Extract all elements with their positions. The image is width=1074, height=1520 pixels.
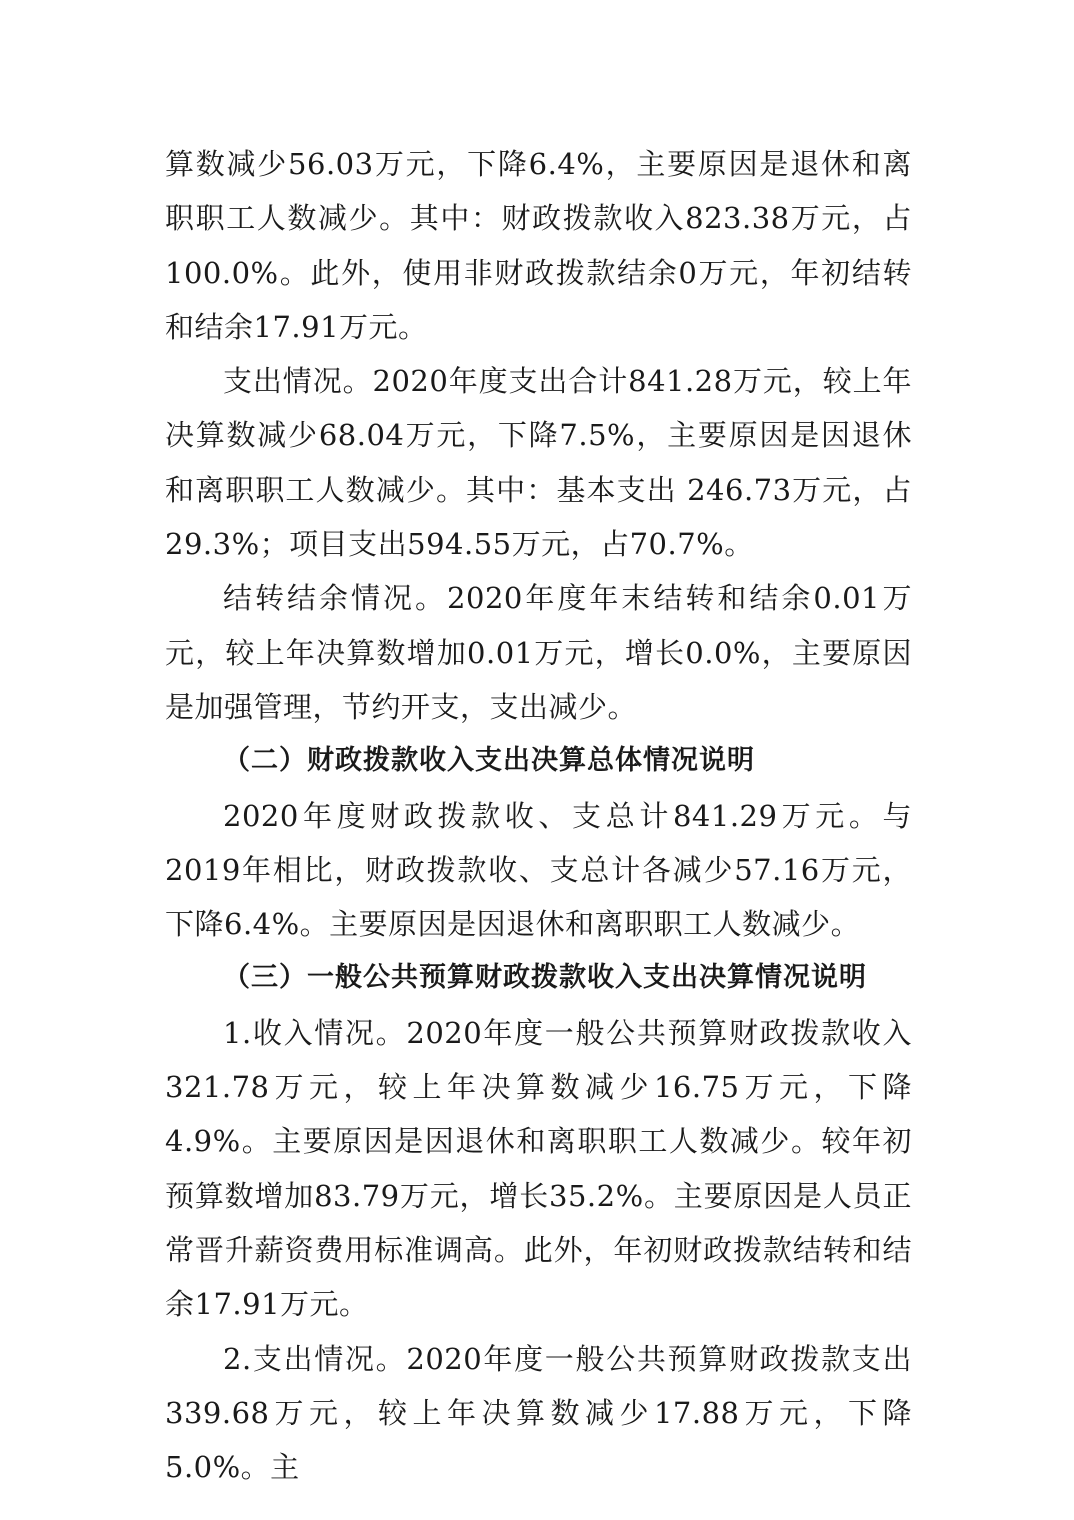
paragraph-general-income: 1.收入情况。2020年度一般公共预算财政拨款收入321.78万元，较上年决算数减少16.75万元，下降4.9%。主要原因是因退休和离职职工人数减少。较年初预算数增加83.79万元，增长35.2%。主要原因是人员正常晋升薪资费用标准调高。此外，年初财政拨款结转和结余17.91万元。: [165, 1015, 912, 1322]
section-heading-3: （三）一般公共预算财政拨款收入支出决算情况说明: [223, 962, 867, 994]
paragraph-expenditure: 支出情况。2020年度支出合计841.28万元，较上年决算数减少68.04万元，下降7.5%，主要原因是因退休和离职职工人数减少。其中：基本支出 246.73万元，占29.3%；项目支出594.55万元，占70.7%。: [165, 364, 912, 562]
body-text: [165, 137, 912, 1494]
paragraph-carryover: 结转结余情况。2020年度年末结转和结余0.01万元，较上年决算数增加0.01万元，增长0.0%，主要原因是加强管理，节约开支，支出减少。: [165, 581, 912, 724]
paragraph-income-continued: 算数减少56.03万元，下降6.4%，主要原因是退休和离职职工人数减少。其中：财政拨款收入823.38万元，占100.0%。此外，使用非财政拨款结余0万元，年初结转和结余17.91万元。: [165, 147, 912, 344]
section-heading-2: （二）财政拨款收入支出决算总体情况说明: [223, 745, 755, 777]
paragraph-fiscal-total: 2020年度财政拨款收、支总计841.29万元。与2019年相比，财政拨款收、支总计各减少57.16万元，下降6.4%。主要原因是因退休和离职职工人数减少。: [165, 798, 912, 942]
paragraph-general-expenditure: 2.支出情况。2020年度一般公共预算财政拨款支出339.68万元，较上年决算数减少17.88万元，下降5.0%。主: [165, 1341, 912, 1485]
